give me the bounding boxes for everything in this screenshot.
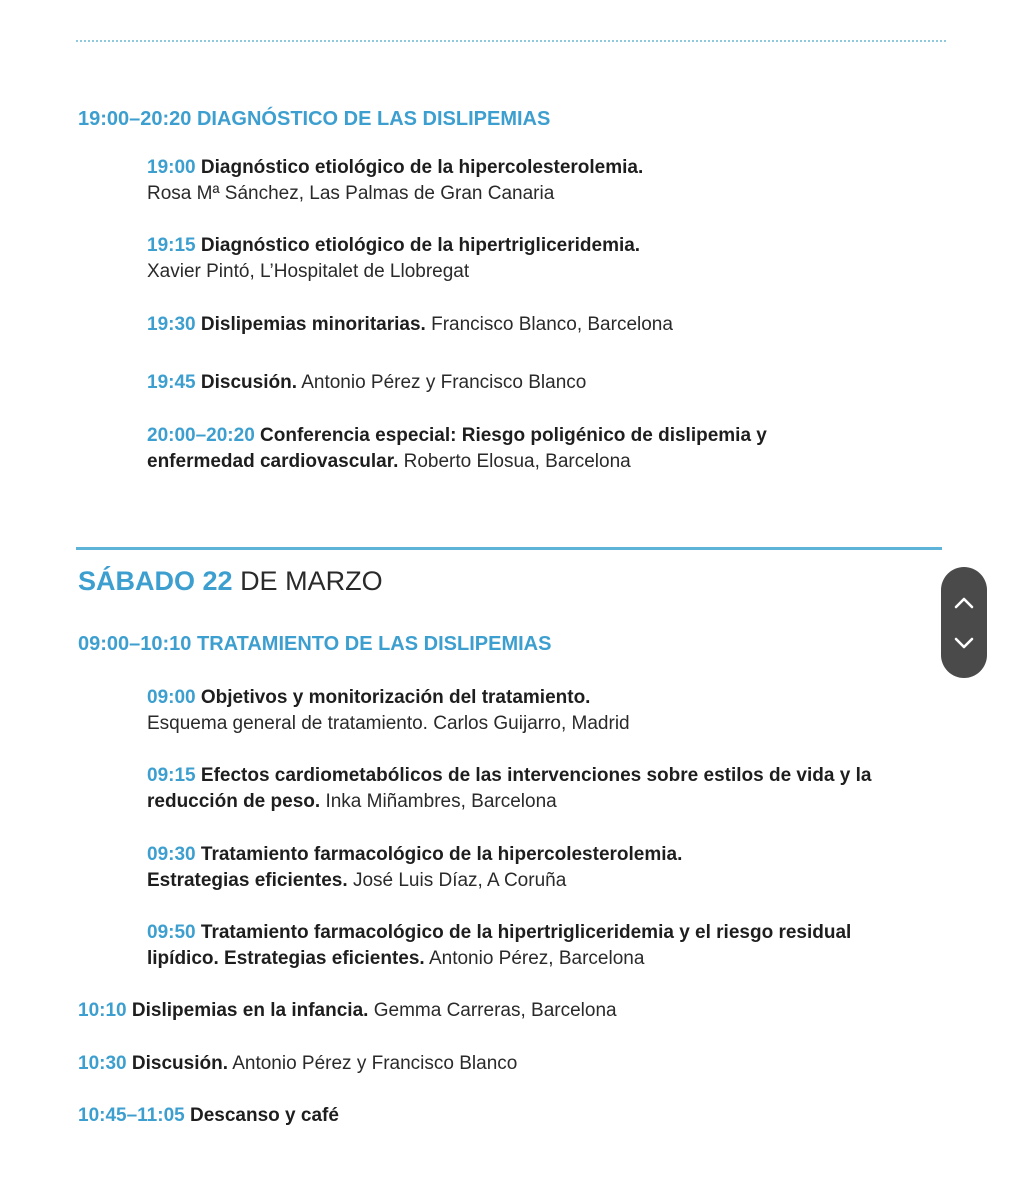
item-speaker: José Luis Díaz, A Coruña [352, 870, 567, 891]
chevron-up-icon [953, 596, 975, 610]
item-time: 19:45 [147, 372, 196, 393]
item-speaker: Antonio Pérez, Barcelona [428, 948, 645, 969]
item-title: Diagnóstico etiológico de la hipertrigliceridemia. [200, 235, 641, 256]
program-item [147, 920, 851, 972]
item-time: 10:30 [78, 1053, 127, 1074]
program-item [147, 370, 586, 396]
program-item [147, 763, 871, 815]
program-item [78, 998, 617, 1024]
item-title: Discusión. [131, 1053, 228, 1074]
item-time: 09:15 [147, 765, 196, 786]
item-time: 09:30 [147, 844, 196, 865]
item-speaker: Inka Miñambres, Barcelona [325, 791, 557, 812]
item-title: Tratamiento farmacológico de la hipercolesterolemia. [200, 844, 683, 865]
item-title: Diagnóstico etiológico de la hipercolesterolemia. [200, 157, 644, 178]
item-title: Tratamiento farmacológico de la hipertrigliceridemia y el riesgo residual [200, 922, 852, 943]
session-heading-diagnostico: 19:00–20:20 DIAGNÓSTICO DE LAS DISLIPEMIAS [78, 108, 551, 130]
scroll-down-button[interactable] [941, 623, 987, 663]
item-time: 19:00 [147, 157, 196, 178]
program-item [78, 1103, 339, 1129]
day-heading [78, 566, 383, 597]
program-item [78, 1051, 517, 1077]
item-title-continued: lipídico. Estrategias eficientes. [147, 948, 425, 969]
program-item [147, 685, 630, 737]
item-title-continued: Estrategias eficientes. [147, 870, 348, 891]
item-speaker: Francisco Blanco, Barcelona [431, 314, 673, 335]
item-title: Discusión. [200, 372, 297, 393]
day-month: DE MARZO [240, 566, 383, 596]
item-speaker: Antonio Pérez y Francisco Blanco [301, 372, 587, 393]
scroll-up-button[interactable] [941, 583, 987, 623]
program-item [147, 312, 673, 338]
item-title: Objetivos y monitorización del tratamiento. [200, 687, 591, 708]
dotted-divider [76, 40, 946, 42]
item-speaker: Esquema general de tratamiento. Carlos Guijarro, Madrid [147, 713, 630, 734]
item-speaker: Antonio Pérez y Francisco Blanco [232, 1053, 518, 1074]
program-item [147, 155, 643, 207]
item-title-continued: reducción de peso. [147, 791, 321, 812]
item-title: Conferencia especial: Riesgo poligénico de dislipemia y [260, 425, 767, 446]
item-speaker: Rosa Mª Sánchez, Las Palmas de Gran Canaria [147, 183, 555, 204]
item-time: 09:00 [147, 687, 196, 708]
item-time: 19:30 [147, 314, 196, 335]
item-title: Efectos cardiometabólicos de las intervenciones sobre estilos de vida y la [200, 765, 872, 786]
program-item [147, 842, 682, 894]
day-name: SÁBADO 22 [78, 566, 233, 596]
scroll-control [941, 567, 987, 678]
item-speaker: Gemma Carreras, Barcelona [373, 1000, 617, 1021]
item-speaker: Xavier Pintó, L’Hospitalet de Llobregat [147, 261, 470, 282]
item-time: 10:10 [78, 1000, 127, 1021]
item-title: Dislipemias en la infancia. [131, 1000, 369, 1021]
session-heading-tratamiento: 09:00–10:10 TRATAMIENTO DE LAS DISLIPEMIAS [78, 633, 552, 655]
item-time: 09:50 [147, 922, 196, 943]
program-item [147, 423, 767, 475]
item-title: Dislipemias minoritarias. [200, 314, 426, 335]
item-time: 19:15 [147, 235, 196, 256]
item-speaker: Roberto Elosua, Barcelona [403, 451, 631, 472]
item-time: 10:45–11:05 [78, 1105, 185, 1126]
item-time: 20:00–20:20 [147, 425, 255, 446]
chevron-down-icon [953, 636, 975, 650]
section-divider [76, 547, 942, 550]
item-title: Descanso y café [190, 1105, 339, 1126]
item-title-continued: enfermedad cardiovascular. [147, 451, 399, 472]
program-item [147, 233, 640, 285]
